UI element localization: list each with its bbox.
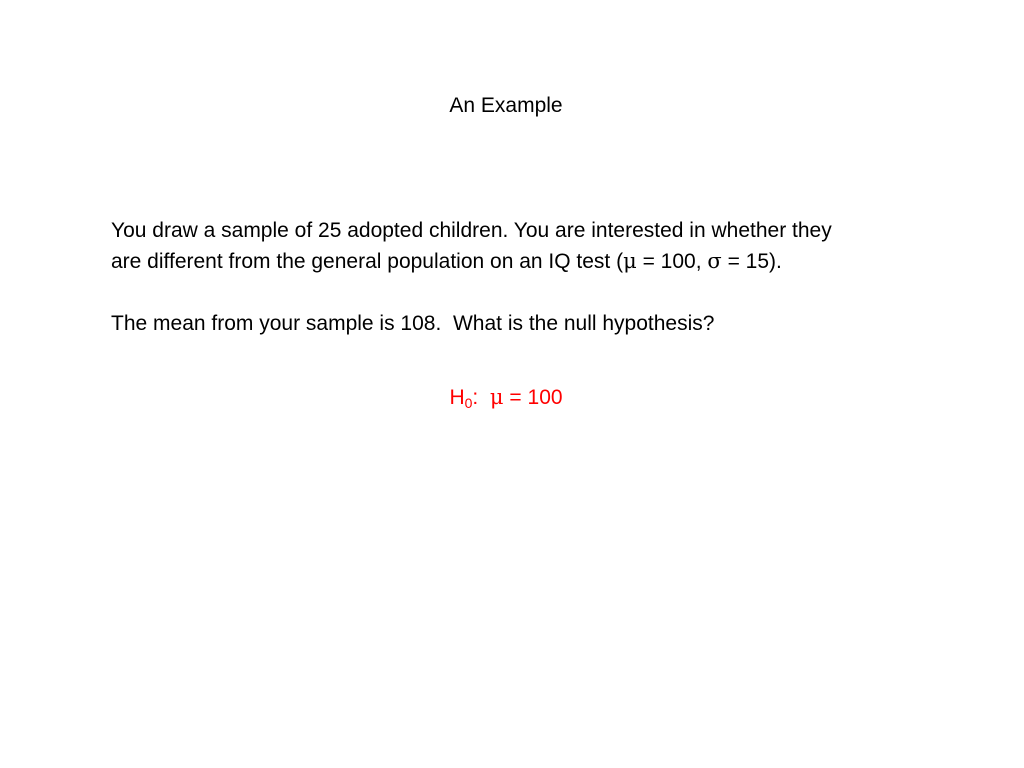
sigma-symbol: σ bbox=[707, 249, 722, 273]
hypothesis-value: = 100 bbox=[503, 386, 563, 409]
problem-line-1: You draw a sample of 25 adopted children. You are interested in whether they bbox=[111, 219, 832, 242]
null-hypothesis-answer bbox=[0, 383, 1012, 417]
problem-line-2-mid: = 100, bbox=[636, 250, 708, 273]
hypothesis-subscript: 0 bbox=[464, 395, 473, 411]
mu-symbol: μ bbox=[623, 249, 637, 273]
hypothesis-colon: : bbox=[472, 386, 490, 409]
problem-line-2-end: = 15). bbox=[721, 250, 782, 273]
answer-mu-symbol: μ bbox=[489, 385, 504, 409]
problem-statement bbox=[111, 215, 951, 277]
question: The mean from your sample is 108. What is the null hypothesis? bbox=[111, 312, 715, 335]
slide-title: An Example bbox=[449, 94, 563, 117]
problem-line-2-start: are different from the general population on an IQ test ( bbox=[111, 250, 624, 273]
hypothesis-h: H bbox=[449, 386, 465, 409]
